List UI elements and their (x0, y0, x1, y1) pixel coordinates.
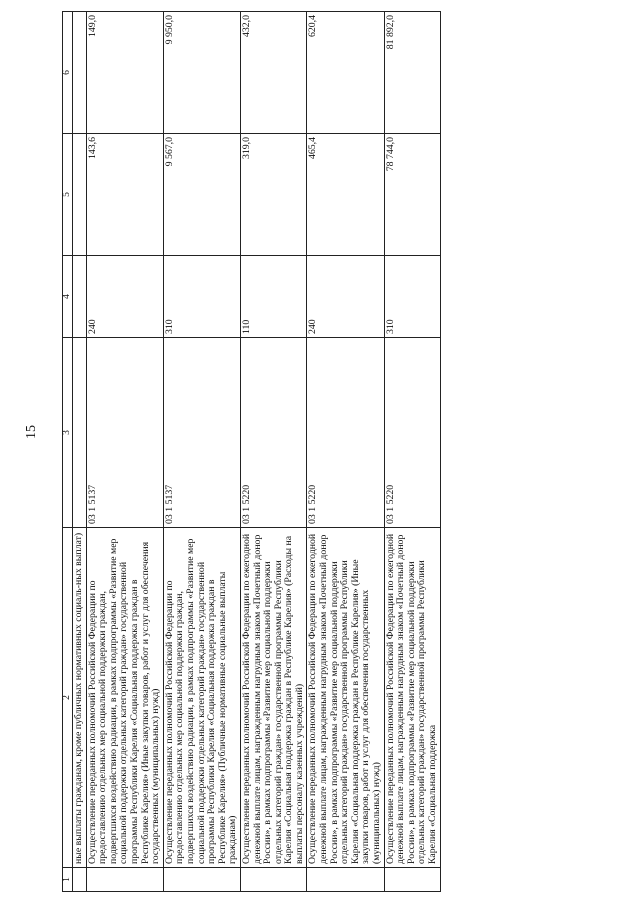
column-header: 2 (63, 528, 73, 868)
amount-cell: 81 892,0 (384, 12, 440, 134)
rotated-content (62, 12, 582, 892)
target-article-cell (73, 338, 87, 528)
target-article-cell: 03 1 5220 (307, 338, 384, 528)
amount-cell: 9 950,0 (163, 12, 240, 134)
row-number-cell (240, 868, 307, 892)
column-header: 5 (63, 134, 73, 256)
row-number-cell (73, 868, 87, 892)
table-row (73, 12, 87, 892)
description-cell: Осуществление переданных полномочий Российской Федерации по ежегодной денежной выплате лицам, награжденным нагрудным знаком «Почетный донор России», в рамках подпрограммы «Развитие мер социальной поддержки отдельных категорий граждан» государственной программы Республики Карелия «Социальная поддержка граждан в Республике Карелия» (Расходы на выплаты персоналу казенных учреждений) (240, 528, 307, 868)
column-header: 3 (63, 338, 73, 528)
description-cell: ные выплаты гражданам, кроме публичных нормативных социаль-ных выплат) (73, 528, 87, 868)
amount-cell: 319,0 (240, 134, 307, 256)
column-header: 6 (63, 12, 73, 134)
expense-type-cell: 310 (384, 256, 440, 338)
table-row (307, 12, 384, 892)
row-number-cell (307, 868, 384, 892)
amount-cell: 9 567,0 (163, 134, 240, 256)
expense-type-cell: 110 (240, 256, 307, 338)
expense-type-cell (73, 256, 87, 338)
amount-cell: 620,4 (307, 12, 384, 134)
amount-cell: 78 744,0 (384, 134, 440, 256)
column-header: 1 (63, 868, 73, 892)
column-header: 4 (63, 256, 73, 338)
table-header-row (63, 12, 73, 892)
target-article-cell: 03 1 5220 (240, 338, 307, 528)
budget-table (62, 11, 441, 892)
target-article-cell: 03 1 5137 (86, 338, 163, 528)
amount-cell (73, 12, 87, 134)
description-cell: Осуществление переданных полномочий Российской Федерации по предоставлению отдельных мер социальной поддержки граждан, подвергшихся воздействию радиации, в рамках подпрограммы «Развитие мер социальной поддержки отдельных категорий граждан» государственной программы Республики Карелия «Социальная поддержка граждан в Республике Карелия» (Публичные нормативные социальные выплаты гражданам) (163, 528, 240, 868)
amount-cell: 432,0 (240, 12, 307, 134)
row-number-cell (163, 868, 240, 892)
table-row (384, 12, 440, 892)
amount-cell: 465,4 (307, 134, 384, 256)
table-row (163, 12, 240, 892)
expense-type-cell: 310 (163, 256, 240, 338)
description-cell: Осуществление переданных полномочий Российской Федерации по предоставлению отдельных мер социальной поддержки граждан, подвергшихся воздействию радиации, в рамках подпрограммы «Развитие мер социальной поддержки отдельных категорий граждан» государственной программы Республики Карелия «Социальная поддержка граждан в Республике Карелия» (Иные закупки товаров, работ и услуг для обеспечения государственных (муниципальных) нужд) (86, 528, 163, 868)
expense-type-cell: 240 (307, 256, 384, 338)
page-number: 15 (24, 425, 39, 439)
table-row (240, 12, 307, 892)
amount-cell: 143,6 (86, 134, 163, 256)
table-row (86, 12, 163, 892)
description-cell: Осуществление переданных полномочий Российской Федерации по ежегодной денежной выплате лицам, награжденным нагрудным знаком «Почетный донор России», в рамках подпрограммы «Развитие мер социальной поддержки отдельных категорий граждан» государственной программы Республики Карелия «Социальная поддержка (384, 528, 440, 868)
row-number-cell (86, 868, 163, 892)
description-cell: Осуществление переданных полномочий Российской Федерации по ежегодной денежной выплате лицам, награжденным нагрудным знаком «Почетный донор России», в рамках подпрограммы «Развитие мер социальной поддержки отдельных категорий граждан» государственной программы Республики Карелия «Социальная поддержка граждан в Республике Карелия» (Иные закупки товаров, работ и услуг для обеспечения государственных (муниципальных) нужд) (307, 528, 384, 868)
amount-cell: 149,0 (86, 12, 163, 134)
target-article-cell: 03 1 5137 (163, 338, 240, 528)
target-article-cell: 03 1 5220 (384, 338, 440, 528)
expense-type-cell: 240 (86, 256, 163, 338)
row-number-cell (384, 868, 440, 892)
amount-cell (73, 134, 87, 256)
